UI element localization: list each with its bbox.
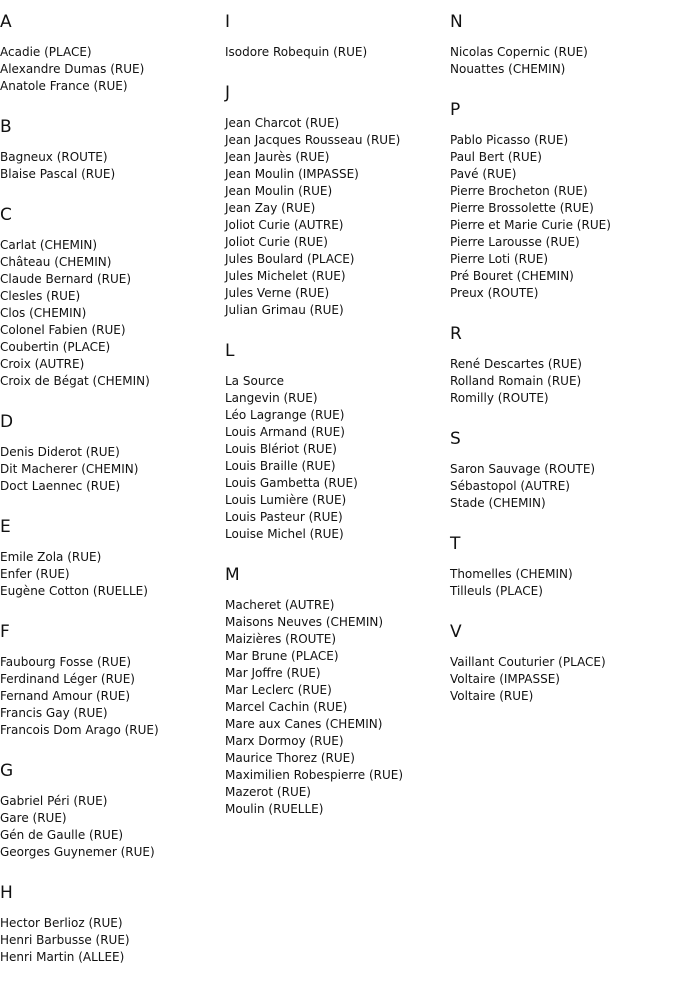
street-link[interactable]: Louis Armand (RUE) — [225, 425, 345, 439]
street-list-item — [225, 217, 450, 234]
street-link[interactable]: Francis Gay (RUE) — [0, 706, 108, 720]
street-link[interactable]: Claude Bernard (RUE) — [0, 272, 132, 286]
letter-group — [0, 883, 225, 966]
street-list-item — [450, 217, 675, 234]
street-list — [225, 44, 450, 61]
street-list-item — [225, 631, 450, 648]
street-link[interactable]: Vaillant Couturier (PLACE) — [450, 655, 606, 669]
letter-group — [450, 12, 675, 78]
street-list-item — [225, 149, 450, 166]
street-list-item — [450, 461, 675, 478]
street-list-item — [225, 733, 450, 750]
street-link[interactable]: Jules Verne (RUE) — [225, 286, 330, 300]
street-list — [0, 654, 225, 739]
letter-group — [0, 761, 225, 861]
letter-heading: J — [225, 83, 231, 103]
street-list-item — [450, 566, 675, 583]
street-link[interactable]: Joliot Curie (AUTRE) — [225, 218, 344, 232]
street-link[interactable]: Francois Dom Arago (RUE) — [0, 723, 159, 737]
street-list-item — [0, 237, 225, 254]
letter-heading: B — [0, 117, 12, 137]
street-list — [0, 149, 225, 183]
street-link[interactable]: Bagneux (ROUTE) — [0, 150, 108, 164]
street-list-item — [450, 149, 675, 166]
street-link[interactable]: Maizières (ROUTE) — [225, 632, 337, 646]
street-list-item — [450, 356, 675, 373]
street-list-item — [225, 166, 450, 183]
street-list-item — [0, 288, 225, 305]
street-list-item — [0, 793, 225, 810]
letter-group — [0, 517, 225, 600]
street-link[interactable]: Jean Jacques Rousseau (RUE) — [225, 133, 401, 147]
street-list — [0, 444, 225, 495]
street-link[interactable]: Pierre Loti (RUE) — [450, 252, 549, 266]
street-link[interactable]: Carlat (CHEMIN) — [0, 238, 98, 252]
street-link[interactable]: Henri Barbusse (RUE) — [0, 933, 130, 947]
street-list-item — [0, 949, 225, 966]
street-link[interactable]: Croix de Bégat (CHEMIN) — [0, 374, 150, 388]
street-link[interactable]: Pavé (RUE) — [450, 167, 517, 181]
street-link[interactable]: Fernand Amour (RUE) — [0, 689, 131, 703]
letter-heading: F — [0, 622, 10, 642]
street-link[interactable]: Pierre Brocheton (RUE) — [450, 184, 588, 198]
street-link[interactable]: Louis Lumière (RUE) — [225, 493, 347, 507]
street-list-item — [225, 373, 450, 390]
street-list-item — [225, 234, 450, 251]
street-link[interactable]: Jean Charcot (RUE) — [225, 116, 340, 130]
street-link[interactable]: Pierre Brossolette (RUE) — [450, 201, 594, 215]
street-link[interactable]: Mazerot (RUE) — [225, 785, 311, 799]
letter-group — [0, 117, 225, 183]
street-link[interactable]: Gén de Gaulle (RUE) — [0, 828, 124, 842]
street-link[interactable]: Julian Grimau (RUE) — [225, 303, 344, 317]
letter-group — [0, 412, 225, 495]
street-link[interactable]: René Descartes (RUE) — [450, 357, 582, 371]
letter-group — [450, 324, 675, 407]
street-link[interactable]: Mar Leclerc (RUE) — [225, 683, 332, 697]
street-list-item — [225, 44, 450, 61]
street-list-item — [0, 305, 225, 322]
street-list-item — [225, 132, 450, 149]
street-link[interactable]: Anatole France (RUE) — [0, 79, 128, 93]
street-link[interactable]: Ferdinand Léger (RUE) — [0, 672, 135, 686]
street-link[interactable]: La Source — [225, 374, 285, 388]
street-list-item — [0, 373, 225, 390]
street-list-item — [225, 285, 450, 302]
street-link[interactable]: Dit Macherer (CHEMIN) — [0, 462, 139, 476]
street-list-item — [225, 424, 450, 441]
letter-group — [0, 205, 225, 390]
street-list-item — [0, 932, 225, 949]
street-list-item — [0, 583, 225, 600]
street-link[interactable]: Léo Lagrange (RUE) — [225, 408, 345, 422]
street-link[interactable]: Rolland Romain (RUE) — [450, 374, 582, 388]
street-link[interactable]: Pierre Larousse (RUE) — [450, 235, 580, 249]
letter-group — [225, 341, 450, 543]
street-link[interactable]: Mar Joffre (RUE) — [225, 666, 321, 680]
street-list — [450, 461, 675, 512]
street-list — [225, 597, 450, 818]
letter-heading: P — [450, 100, 461, 120]
index-column-2 — [225, 0, 450, 840]
street-list-item — [225, 682, 450, 699]
street-list-item — [225, 665, 450, 682]
street-list-item — [225, 509, 450, 526]
street-list-item — [225, 183, 450, 200]
street-link[interactable]: Pré Bouret (CHEMIN) — [450, 269, 574, 283]
street-link[interactable]: Louis Gambetta (RUE) — [225, 476, 358, 490]
street-list-item — [450, 285, 675, 302]
street-link[interactable]: Emile Zola (RUE) — [0, 550, 102, 564]
street-link[interactable]: Nouattes (CHEMIN) — [450, 62, 566, 76]
street-list-item — [0, 166, 225, 183]
street-list-item — [0, 356, 225, 373]
street-list-item — [0, 722, 225, 739]
street-list-item — [225, 390, 450, 407]
street-list — [0, 793, 225, 861]
street-list-item — [0, 549, 225, 566]
street-list — [0, 549, 225, 600]
street-list-item — [450, 373, 675, 390]
street-list — [450, 132, 675, 302]
street-link[interactable]: Enfer (RUE) — [0, 567, 70, 581]
street-link[interactable]: Paul Bert (RUE) — [450, 150, 542, 164]
street-list-item — [450, 166, 675, 183]
letter-heading: A — [0, 12, 12, 32]
street-link[interactable]: Langevin (RUE) — [225, 391, 318, 405]
street-link[interactable]: Joliot Curie (RUE) — [225, 235, 328, 249]
street-list-item — [450, 61, 675, 78]
street-list-item — [0, 444, 225, 461]
street-link[interactable]: Tilleuls (PLACE) — [450, 584, 543, 598]
street-list-item — [225, 750, 450, 767]
street-list-item — [225, 801, 450, 818]
index-column-3 — [450, 0, 675, 727]
street-list-item — [0, 44, 225, 61]
letter-group — [450, 534, 675, 600]
letter-heading: G — [0, 761, 14, 781]
street-link[interactable]: Mar Brune (PLACE) — [225, 649, 339, 663]
street-list — [450, 356, 675, 407]
index-column-1 — [0, 0, 225, 988]
letter-group — [225, 565, 450, 818]
letter-group — [450, 622, 675, 705]
street-link[interactable]: Clos (CHEMIN) — [0, 306, 87, 320]
street-list — [0, 44, 225, 95]
street-link[interactable]: Pablo Picasso (RUE) — [450, 133, 569, 147]
street-list-item — [225, 699, 450, 716]
letter-heading: M — [225, 565, 240, 585]
street-link[interactable]: Doct Laennec (RUE) — [0, 479, 121, 493]
street-link[interactable]: Maisons Neuves (CHEMIN) — [225, 615, 384, 629]
street-link[interactable]: Moulin (RUELLE) — [225, 802, 324, 816]
letter-group — [225, 83, 450, 319]
street-list — [450, 566, 675, 600]
street-list-item — [225, 784, 450, 801]
street-link[interactable]: Jean Jaurès (RUE) — [225, 150, 330, 164]
street-link[interactable]: Nicolas Copernic (RUE) — [450, 45, 588, 59]
street-link[interactable]: Jules Michelet (RUE) — [225, 269, 346, 283]
street-list-item — [450, 583, 675, 600]
street-list-item — [0, 566, 225, 583]
street-list-item — [0, 915, 225, 932]
street-link[interactable]: Alexandre Dumas (RUE) — [0, 62, 145, 76]
letter-group — [0, 12, 225, 95]
street-link[interactable]: Château (CHEMIN) — [0, 255, 112, 269]
street-link[interactable]: Pierre et Marie Curie (RUE) — [450, 218, 611, 232]
street-list-item — [0, 78, 225, 95]
street-link[interactable]: Clesles (RUE) — [0, 289, 81, 303]
street-link[interactable]: Louis Blériot (RUE) — [225, 442, 337, 456]
street-list-item — [0, 844, 225, 861]
street-list-item — [0, 810, 225, 827]
street-list-item — [450, 251, 675, 268]
letter-heading: T — [450, 534, 461, 554]
street-link[interactable]: Isodore Robequin (RUE) — [225, 45, 368, 59]
street-list — [225, 115, 450, 319]
street-list-item — [225, 767, 450, 784]
street-link[interactable]: Faubourg Fosse (RUE) — [0, 655, 132, 669]
letter-group — [450, 100, 675, 302]
street-list-item — [0, 271, 225, 288]
street-list — [0, 237, 225, 390]
letter-heading: I — [225, 12, 231, 32]
street-list-item — [225, 251, 450, 268]
letter-group — [450, 429, 675, 512]
street-link[interactable]: Mare aux Canes (CHEMIN) — [225, 717, 383, 731]
street-list-item — [450, 478, 675, 495]
street-list-item — [0, 61, 225, 78]
street-list-item — [225, 302, 450, 319]
street-list-item — [225, 597, 450, 614]
street-list-item — [0, 254, 225, 271]
letter-heading: L — [225, 341, 235, 361]
letter-heading: R — [450, 324, 462, 344]
street-list-item — [450, 200, 675, 217]
street-link[interactable]: Hector Berlioz (RUE) — [0, 916, 123, 930]
street-link[interactable]: Jean Moulin (IMPASSE) — [225, 167, 359, 181]
street-list-item — [450, 44, 675, 61]
street-link[interactable]: Marcel Cachin (RUE) — [225, 700, 348, 714]
street-link[interactable]: Eugène Cotton (RUELLE) — [0, 584, 148, 598]
street-list-item — [225, 492, 450, 509]
letter-group — [0, 622, 225, 739]
street-link[interactable]: Denis Diderot (RUE) — [0, 445, 120, 459]
street-link[interactable]: Louis Braille (RUE) — [225, 459, 336, 473]
street-list-item — [225, 200, 450, 217]
street-list-item — [450, 688, 675, 705]
street-list-item — [225, 458, 450, 475]
street-link[interactable]: Preux (ROUTE) — [450, 286, 539, 300]
street-link[interactable]: Maximilien Robespierre (RUE) — [225, 768, 404, 782]
street-list-item — [0, 461, 225, 478]
street-link[interactable]: Louise Michel (RUE) — [225, 527, 344, 541]
letter-heading: S — [450, 429, 461, 449]
street-list-item — [225, 115, 450, 132]
street-link[interactable]: Jean Zay (RUE) — [225, 201, 316, 215]
street-link[interactable]: Croix (AUTRE) — [0, 357, 85, 371]
street-list-item — [450, 654, 675, 671]
street-link[interactable]: Marx Dormoy (RUE) — [225, 734, 344, 748]
street-link[interactable]: Stade (CHEMIN) — [450, 496, 546, 510]
street-list-item — [225, 526, 450, 543]
street-list-item — [0, 339, 225, 356]
street-link[interactable]: Jean Moulin (RUE) — [225, 184, 333, 198]
street-list-item — [225, 614, 450, 631]
street-link[interactable]: Acadie (PLACE) — [0, 45, 92, 59]
street-list-item — [0, 827, 225, 844]
street-list-item — [225, 407, 450, 424]
street-list-item — [450, 132, 675, 149]
street-link[interactable]: Thomelles (CHEMIN) — [450, 567, 573, 581]
letter-heading: D — [0, 412, 14, 432]
street-link[interactable]: Maurice Thorez (RUE) — [225, 751, 355, 765]
street-list-item — [0, 478, 225, 495]
street-list-item — [450, 183, 675, 200]
street-link[interactable]: Blaise Pascal (RUE) — [0, 167, 116, 181]
street-list-item — [225, 475, 450, 492]
street-list-item — [0, 705, 225, 722]
street-link[interactable]: Colonel Fabien (RUE) — [0, 323, 126, 337]
street-list-item — [225, 268, 450, 285]
street-link[interactable]: Louis Pasteur (RUE) — [225, 510, 343, 524]
street-link[interactable]: Voltaire (IMPASSE) — [450, 672, 560, 686]
street-list-item — [450, 495, 675, 512]
street-list — [450, 654, 675, 705]
street-link[interactable]: Sébastopol (AUTRE) — [450, 479, 570, 493]
street-list — [225, 373, 450, 543]
letter-heading: E — [0, 517, 11, 537]
letter-heading: N — [450, 12, 463, 32]
street-list-item — [450, 234, 675, 251]
street-link[interactable]: Voltaire (RUE) — [450, 689, 534, 703]
street-list-item — [450, 390, 675, 407]
street-list — [0, 915, 225, 966]
street-list-item — [225, 716, 450, 733]
street-link[interactable]: Saron Sauvage (ROUTE) — [450, 462, 596, 476]
street-list-item — [225, 441, 450, 458]
letter-heading: V — [450, 622, 462, 642]
street-list-item — [450, 268, 675, 285]
street-link[interactable]: Georges Guynemer (RUE) — [0, 845, 155, 859]
letter-heading: C — [0, 205, 12, 225]
street-link[interactable]: Gare (RUE) — [0, 811, 67, 825]
street-list-item — [0, 688, 225, 705]
street-link[interactable]: Macheret (AUTRE) — [225, 598, 335, 612]
street-list-item — [450, 671, 675, 688]
street-list — [450, 44, 675, 78]
letter-group — [225, 12, 450, 61]
street-list-item — [225, 648, 450, 665]
street-list-item — [0, 654, 225, 671]
street-list-item — [0, 149, 225, 166]
street-link[interactable]: Gabriel Péri (RUE) — [0, 794, 108, 808]
street-list-item — [0, 322, 225, 339]
letter-heading: H — [0, 883, 13, 903]
street-link[interactable]: Romilly (ROUTE) — [450, 391, 549, 405]
street-link[interactable]: Coubertin (PLACE) — [0, 340, 111, 354]
street-list-item — [0, 671, 225, 688]
street-link[interactable]: Henri Martin (ALLEE) — [0, 950, 125, 964]
street-link[interactable]: Jules Boulard (PLACE) — [225, 252, 355, 266]
